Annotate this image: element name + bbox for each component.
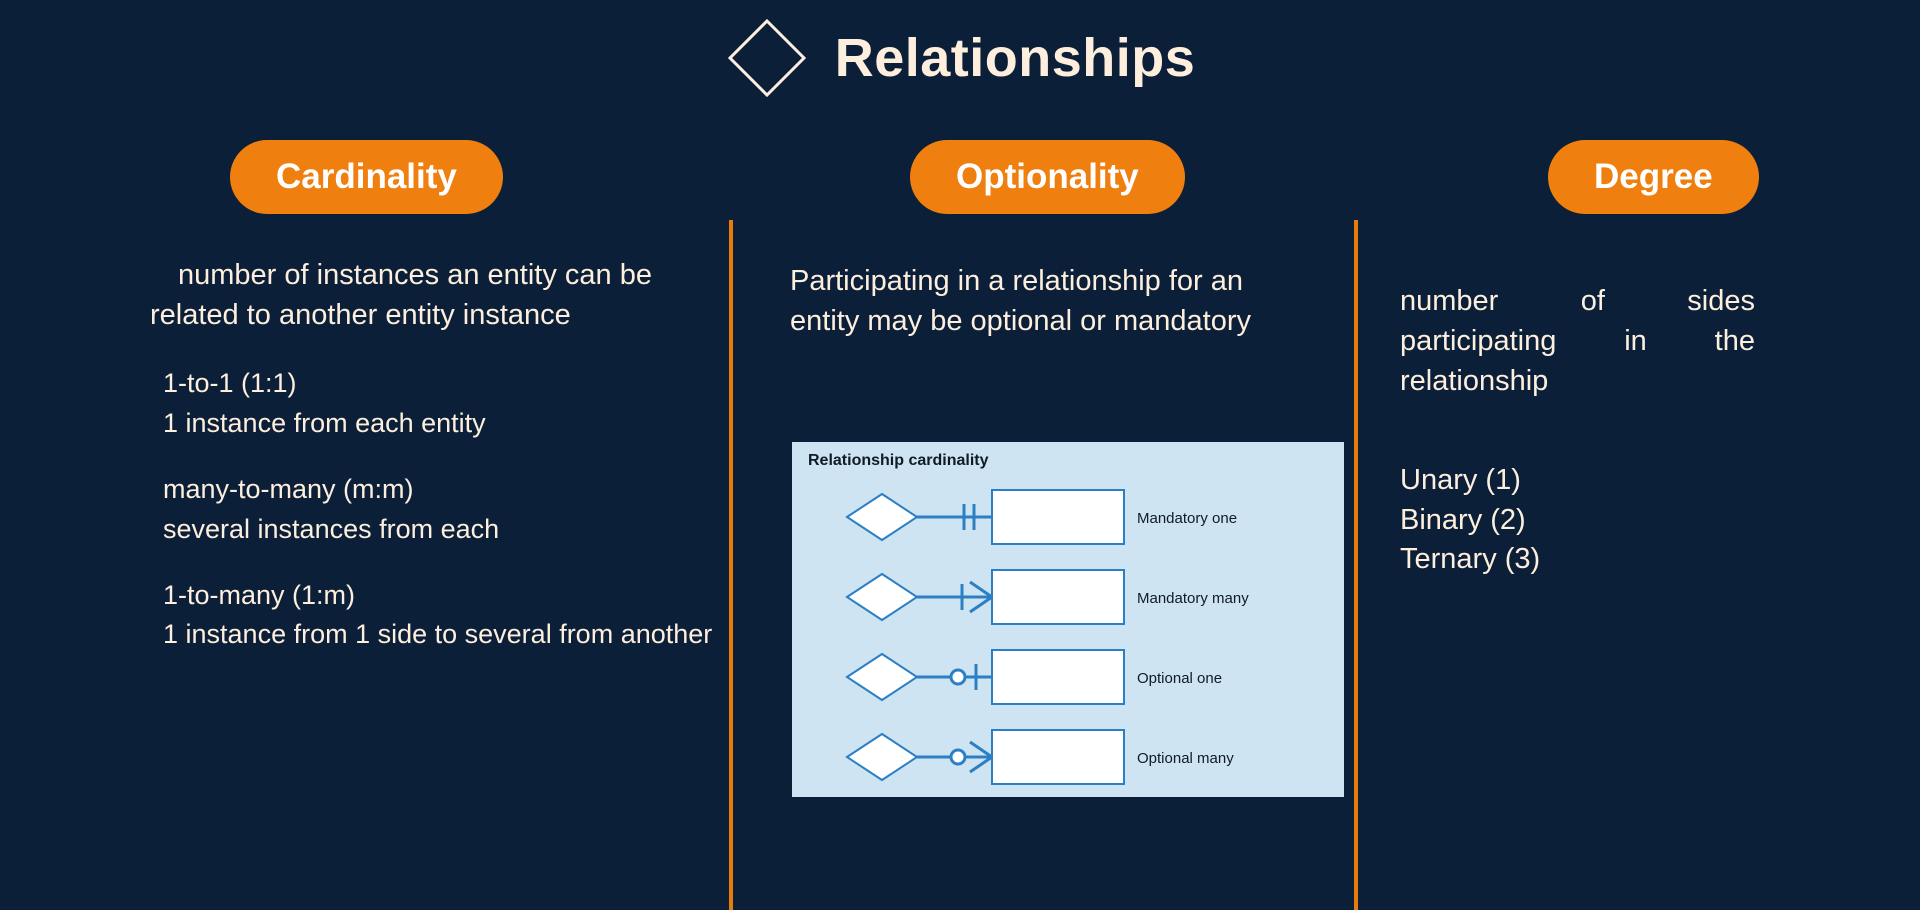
- column-optionality: [730, 115, 1355, 905]
- column-degree: [1355, 115, 1920, 905]
- column-divider-left: [729, 220, 733, 910]
- cardinality-item-1-detail: several instances from each: [163, 513, 500, 544]
- page-title-bar: [0, 0, 1920, 115]
- figure-graphic: [792, 442, 1344, 797]
- column-divider-right: [1354, 220, 1358, 910]
- degree-item-list: [1400, 461, 1920, 579]
- page-title: Relationships: [834, 27, 1196, 88]
- figure-row-label-optional-many: Optional many: [1137, 750, 1234, 767]
- cardinality-item-2-heading: 1-to-many (1:m): [163, 579, 356, 610]
- heading-degree: Degree: [1548, 140, 1759, 214]
- optionality-description: Participating in a relationship for an entity may be optional or mandatory: [790, 265, 1252, 337]
- list-item: [163, 364, 730, 444]
- figure-row-label-optional-one: Optional one: [1137, 670, 1223, 687]
- list-item: [163, 470, 730, 550]
- list-item: Ternary (3): [1400, 543, 1541, 576]
- cardinality-item-1-heading: many-to-many (m:m): [163, 473, 414, 504]
- diamond-icon: [725, 16, 809, 100]
- cardinality-item-2-detail: 1 instance from 1 side to several from another: [163, 619, 713, 650]
- heading-optionality: Optionality: [910, 140, 1185, 214]
- figure-row-label-mandatory-one: Mandatory one: [1137, 510, 1238, 527]
- cardinality-item-list: [163, 364, 730, 656]
- list-item: [163, 576, 730, 656]
- list-item: Binary (2): [1400, 503, 1526, 536]
- figure-row-label-mandatory-many: Mandatory many: [1137, 590, 1249, 607]
- cardinality-description: number of instances an entity can be related to another entity instance: [150, 259, 652, 331]
- content-columns: [0, 115, 1920, 905]
- degree-description: number of sides participating in the relationship: [1400, 285, 1755, 397]
- heading-cardinality: Cardinality: [230, 140, 503, 214]
- relationship-cardinality-figure: [792, 442, 1344, 797]
- column-cardinality: [0, 115, 730, 905]
- list-item: Unary (1): [1400, 464, 1521, 497]
- figure-caption: Relationship cardinality: [808, 452, 989, 469]
- cardinality-item-0-heading: 1-to-1 (1:1): [163, 367, 297, 398]
- cardinality-item-0-detail: 1 instance from each entity: [163, 407, 486, 438]
